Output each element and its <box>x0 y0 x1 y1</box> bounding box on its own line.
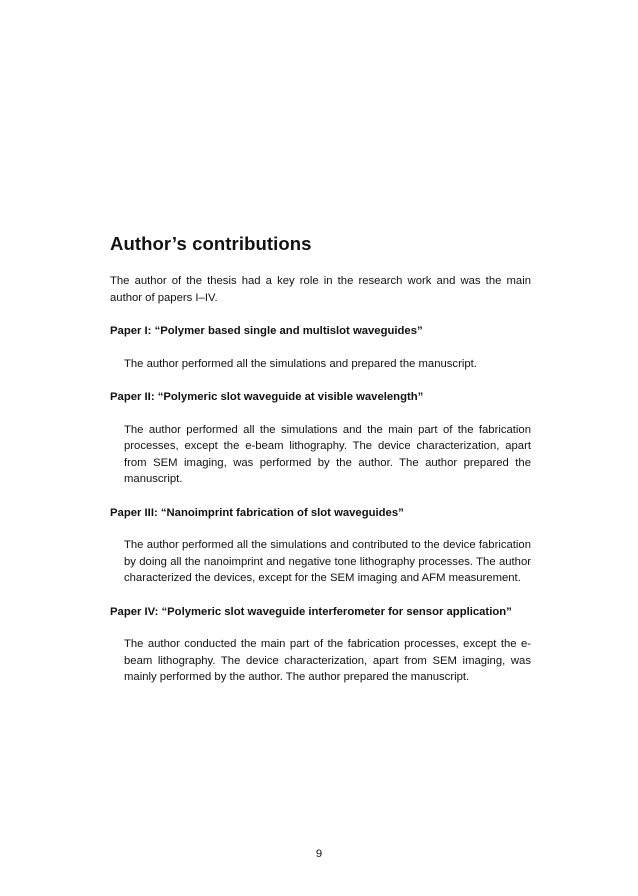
paper-2-heading: Paper II: “Polymeric slot waveguide at visible wavelength” <box>110 391 424 403</box>
paper-4-heading: Paper IV: “Polymeric slot waveguide interferometer for sensor application” <box>110 605 512 618</box>
intro-paragraph: The author of the thesis had a key role in the research work and was the main author of papers I–IV. <box>110 275 531 304</box>
paper-3-description: The author performed all the simulations and contributed to the device fabrication by doing all the nanoimprint and negative tone lithography processes. The author characterized the devices, except for the SEM imaging and AFM measurement. <box>124 539 531 584</box>
paper-1-description: The author performed all the simulations and prepared the manuscript. <box>124 357 477 370</box>
paper-4-description: The author conducted the main part of the fabrication processes, except the e-beam lithography. The device characterization, apart from SEM imaging, was mainly performed by the author. The author prepared the manuscript. <box>124 638 531 683</box>
paper-1-heading: Paper I: “Polymer based single and multislot waveguides” <box>110 325 423 337</box>
paper-2-description: The author performed all the simulations and the main part of the fabrication processes, except the e-beam lithography. The device characterization, apart from SEM imaging, was performed by the author. The author prepared the manuscript. <box>124 423 531 485</box>
paper-3-heading: Paper III: “Nanoimprint fabrication of slot waveguides” <box>110 506 404 519</box>
section-title: Author’s contributions <box>110 233 312 254</box>
page-number: 9 <box>315 848 323 860</box>
page-content <box>110 232 531 686</box>
